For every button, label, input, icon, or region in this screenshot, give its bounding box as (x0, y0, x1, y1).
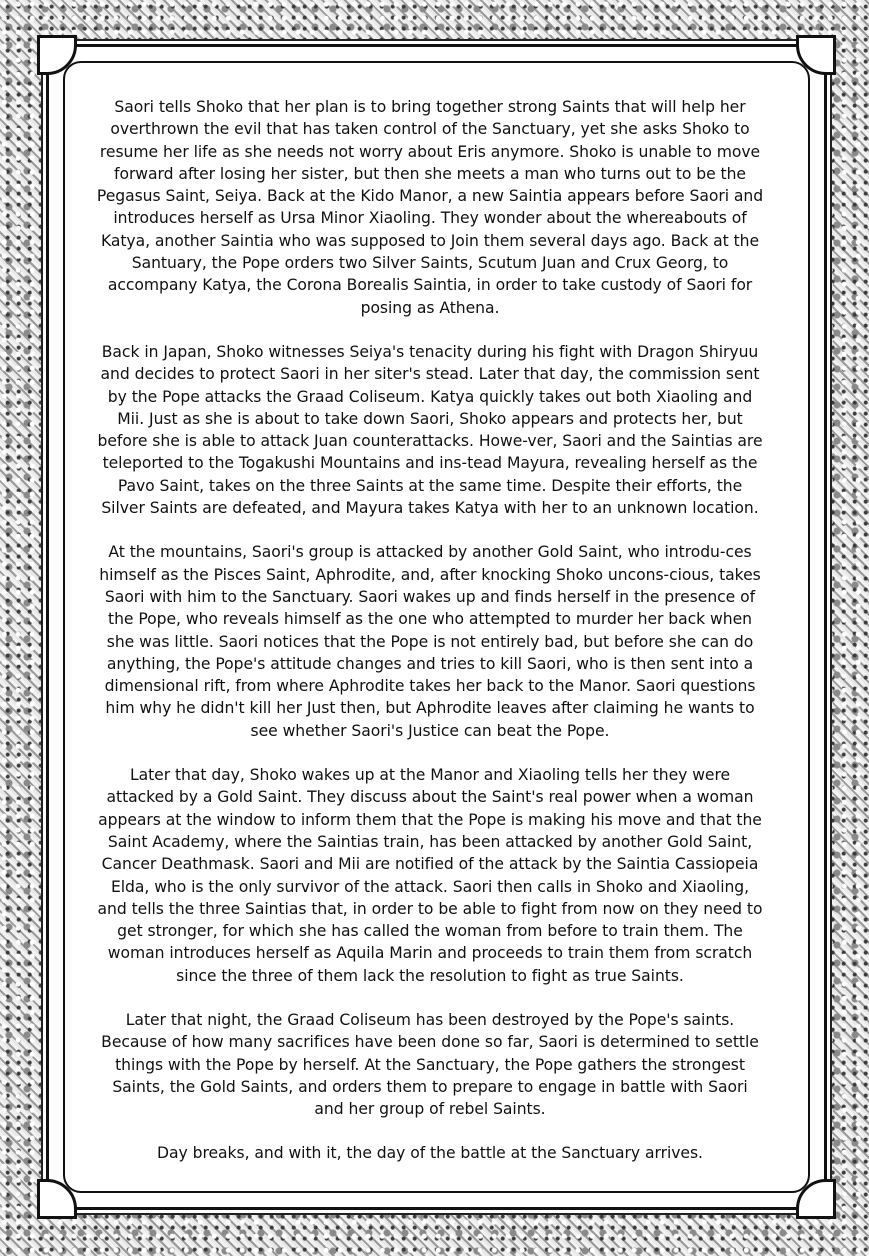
summary-paragraph-2: Back in Japan, Shoko witnesses Seiya's tenacity during his fight with Dragon Shiryuu and decides to protect Saori in her siter's stead. Later that day, the commission sent by the Pope attacks the Graad Coliseum. Katya quickly takes out both Xiaoling and Mii. Just as she is about to take down Saori, Shoko appears and protects her, but before she is able to attack Juan counterattacks. Howe-ver, Saori and the Saintias are teleported to the Togakushi Mountains and ins-tead Mayura, revealing herself as the Pavo Saint, takes on the three Saints at the same time. Despite their efforts, the Silver Saints are defeated, and Mayura takes Katya with her to an unknown location. (97, 342, 763, 518)
summary-paragraph-4: Later that day, Shoko wakes up at the Manor and Xiaoling tells her they were attacked by a Gold Saint. They discuss about the Saint's real power when a woman appears at the window to inform them that the Pope is making his move and that the Saint Academy, where the Saintias train, has been attacked by another Gold Saint, Cancer Deathmask. Saori and Mii are notified of the attack by the Saintia Cassiopeia Elda, who is the only survivor of the attack. Saori then calls in Shoko and Xiaoling, and tells the three Saintias that, in order to be able to fight from now on they need to get stronger, for which she has called the woman from before to train them. The woman introduces herself as Aquila Marin and proceeds to train them from scratch since the three of them lack the resolution to fight as true Saints. (97, 766, 763, 985)
summary-paragraph-1: Saori tells Shoko that her plan is to bring together strong Saints that will help her overthrown the evil that has taken control of the Sanctuary, yet she asks Shoko to resume her life as she needs not worry about Eris anymore. Shoko is unable to move forward after losing her sister, but then she meets a man who turns out to be the Pegasus Saint, Seiya. Back at the Kido Manor, a new Saintia appears before Saori and introduces herself as Ursa Minor Xiaoling. They wonder about the whereabouts of Katya, another Saintia who was supposed to Join them several days ago. Back at the Santuary, the Pope orders two Silver Saints, Scutum Juan and Crux Georg, to accompany Katya, the Corona Borealis Saintia, in order to take custody of Saori for posing as Athena. (96, 98, 764, 317)
summary-text-block (96, 96, 764, 1163)
summary-paragraph-3: At the mountains, Saori's group is attacked by another Gold Saint, who introdu-ces himself as the Pisces Saint, Aphrodite, and, after knocking Shoko uncons-cious, takes Saori with him to the Sanctuary. Saori wakes up and finds herself in the presence of the Pope, who reveals himself as the one who attempted to murder her back when she was little. Saori notices that the Pope is not entirely bad, but before she can do anything, the Pope's attitude changes and tries to kill Saori, who is then sent into a dimensional rift, from where Aphrodite takes her back to the Manor. Saori questions him why he didn't kill her Just then, but Aphrodite leaves after claiming he wants to see whether Saori's Justice can beat the Pope. (99, 543, 761, 740)
summary-paragraph-6: Day breaks, and with it, the day of the battle at the Sanctuary arrives. (157, 1144, 703, 1163)
summary-paragraph-5: Later that night, the Graad Coliseum has been destroyed by the Pope's saints. Because of how many sacrifices have been done so far, Saori is determined to settle things with the Pope by herself. At the Sanctuary, the Pope gathers the strongest Saints, the Gold Saints, and orders them to prepare to engage in battle with Saori and her group of rebel Saints. (101, 1010, 759, 1119)
